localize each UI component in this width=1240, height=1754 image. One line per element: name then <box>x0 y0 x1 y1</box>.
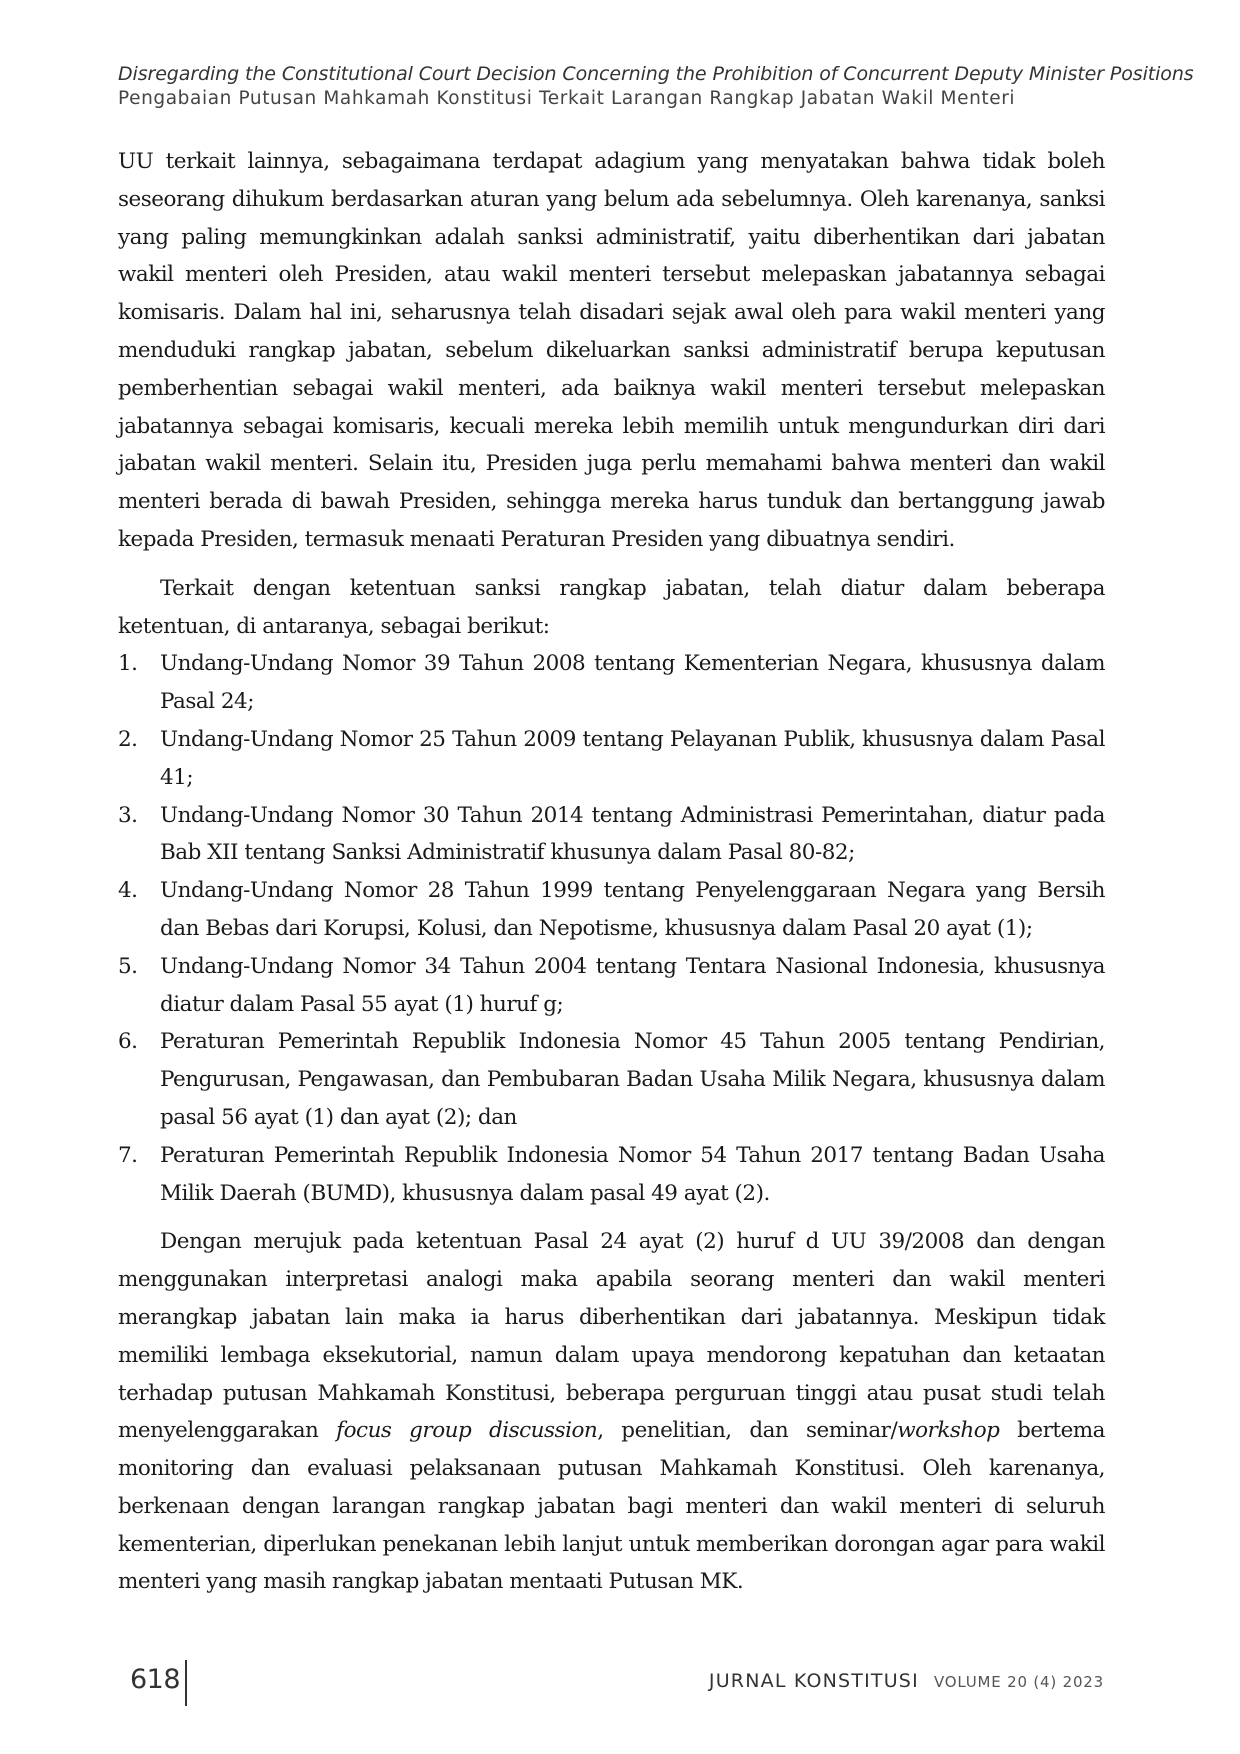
paragraph-analogy-interpretation <box>118 1223 1105 1601</box>
paragraph-text: , penelitian, dan seminar/ <box>597 1418 898 1444</box>
list-item <box>118 721 1105 797</box>
journal-name: JURNAL KONSTITUSI <box>708 1670 919 1692</box>
list-item <box>118 948 1105 1024</box>
running-head-english-title: Disregarding the Constitutional Court Decision Concerning the Prohibition of Concurrent Deputy Minister Positions <box>118 63 1194 85</box>
list-item-number: 7. <box>118 1142 138 1168</box>
list-item <box>118 1137 1105 1213</box>
footer-divider <box>185 1660 187 1706</box>
list-item-number: 6. <box>118 1029 138 1055</box>
running-head <box>118 62 1194 111</box>
journal-info <box>709 1670 1104 1692</box>
paragraph-text: bertema monitoring dan evaluasi pelaksanaan putusan Mahkamah Konstitusi. Oleh karenanya, berkenaan dengan larangan rangkap jabatan bagi menteri dan wakil menteri di seluruh kementerian, diperlukan penekanan lebih lanjut untuk memberikan dorongan agar para wakil menteri yang masih rangkap jabatan mentaati Putusan MK. <box>118 1418 1105 1595</box>
list-item-number: 2. <box>118 726 138 752</box>
list-item-text: Peraturan Pemerintah Republik Indonesia Nomor 54 Tahun 2017 tentang Badan Usaha Milik Daerah (BUMD), khususnya dalam pasal 49 ayat (2). <box>160 1142 1105 1206</box>
list-item-number: 1. <box>118 651 138 677</box>
list-item-text: Undang-Undang Nomor 28 Tahun 1999 tentang Penyelenggaraan Negara yang Bersih dan Bebas dari Korupsi, Kolusi, dan Nepotisme, khususnya dalam Pasal 20 ayat (1); <box>160 878 1105 941</box>
legal-provisions-list <box>118 645 1105 1212</box>
list-item-number: 5. <box>118 953 138 979</box>
page-footer <box>0 1660 1240 1720</box>
paragraph-continuation: UU terkait lainnya, sebagaimana terdapat adagium yang menyatakan bahwa tidak boleh seseorang dihukum berdasarkan aturan yang belum ada sebelumnya. Oleh karenanya, sanksi yang paling memungkinkan adalah sanksi administratif, yaitu diberhentikan dari jabatan wakil menteri oleh Presiden, atau wakil menteri tersebut melepaskan jabatannya sebagai komisaris. Dalam hal ini, seharusnya telah disadari sejak awal oleh para wakil menteri yang menduduki rangkap jabatan, sebelum dikeluarkan sanksi administratif berupa keputusan pemberhentian sebagai wakil menteri, ada baiknya wakil menteri tersebut melepaskan jabatannya sebagai komisaris, kecuali mereka lebih memilih untuk mengundurkan diri dari jabatan wakil menteri. Selain itu, Presiden juga perlu memahami bahwa menteri dan wakil menteri berada di bawah Presiden, sehingga mereka harus tunduk dan bertanggung jawab kepada Presiden, termasuk menaati Peraturan Presiden yang dibuatnya sendiri. <box>118 149 1105 552</box>
list-item-text: Peraturan Pemerintah Republik Indonesia Nomor 45 Tahun 2005 tentang Pendirian, Pengurusan, Pengawasan, dan Pembubaran Badan Usaha Milik Negara, khususnya dalam pasal 56 ayat (1) dan ayat (2); dan <box>160 1029 1105 1130</box>
list-item <box>118 645 1105 721</box>
article-body <box>118 143 1105 1601</box>
list-item <box>118 797 1105 873</box>
list-item <box>118 872 1105 948</box>
running-head-indonesian-title: Pengabaian Putusan Mahkamah Konstitusi Terkait Larangan Rangkap Jabatan Wakil Menteri <box>118 88 1016 109</box>
italic-term-workshop: workshop <box>897 1418 1000 1444</box>
paragraph-text: Dengan merujuk pada ketentuan Pasal 24 ayat (2) huruf d UU 39/2008 dan dengan menggunakan interpretasi analogi maka apabila seorang menteri dan wakil menteri merangkap jabatan lain maka ia harus diberhentikan dari jabatannya. Meskipun tidak memiliki lembaga eksekutorial, namun dalam upaya mendorong kepatuhan dan ketaatan terhadap putusan Mahkamah Konstitusi, beberapa perguruan tinggi atau pusat studi telah menyelenggarakan <box>118 1229 1105 1444</box>
page-number: 618 <box>130 1664 181 1695</box>
italic-term-focus-group-discussion: focus group discussion <box>336 1418 598 1444</box>
list-item-text: Undang-Undang Nomor 34 Tahun 2004 tentang Tentara Nasional Indonesia, khususnya diatur dalam Pasal 55 ayat (1) huruf g; <box>160 953 1105 1017</box>
journal-volume: VOLUME 20 (4) 2023 <box>933 1673 1104 1691</box>
list-item-text: Undang-Undang Nomor 25 Tahun 2009 tentang Pelayanan Publik, khususnya dalam Pasal 41; <box>160 726 1105 790</box>
list-item-text: Undang-Undang Nomor 30 Tahun 2014 tentang Administrasi Pemerintahan, diatur pada Bab XII tentang Sanksi Administratif khusunya dalam Pasal 80-82; <box>160 802 1105 866</box>
paragraph-sanctions-intro: Terkait dengan ketentuan sanksi rangkap jabatan, telah diatur dalam beberapa ketentuan, di antaranya, sebagai berikut: <box>118 575 1105 639</box>
list-item <box>118 1023 1105 1136</box>
list-item-number: 4. <box>118 878 138 904</box>
list-item-number: 3. <box>118 802 138 828</box>
list-item-text: Undang-Undang Nomor 39 Tahun 2008 tentang Kementerian Negara, khususnya dalam Pasal 24; <box>160 651 1105 715</box>
